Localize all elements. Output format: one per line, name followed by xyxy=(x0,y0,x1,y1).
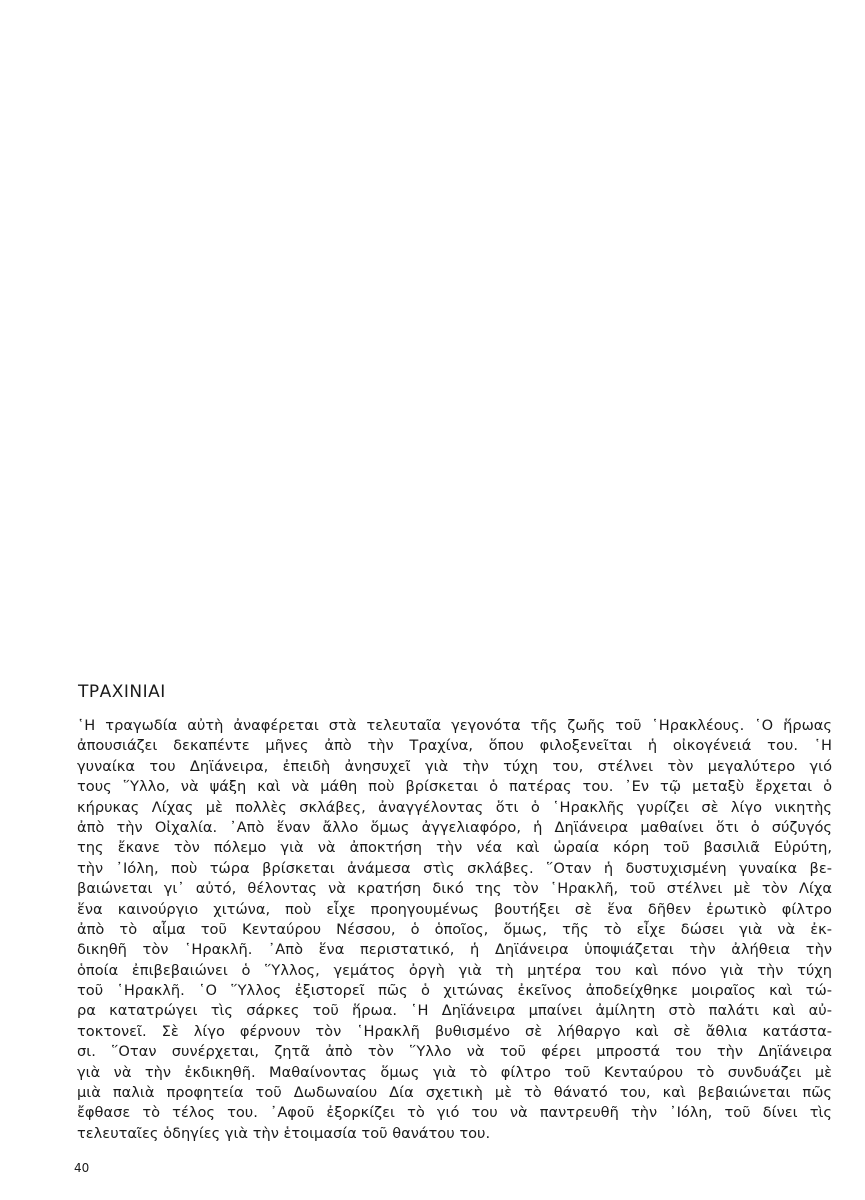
text-line: σι. ῞Οταν συνέρχεται, ζητᾶ ἀπὸ τὸν ῞Υλλο νὰ τοῦ φέρει μπροστά του τὴν Δηϊάνειρα xyxy=(77,1043,832,1061)
text-line: ἕνα καινούργιο χιτώνα, ποὺ εἶχε προηγουμένως βουτήξει σὲ ἕνα δῆθεν ἐρωτικὸ φίλτρο xyxy=(77,900,832,918)
text-line: της ἔκανε τὸν πόλεμο γιὰ νὰ ἀποκτήση τὴν νέα καὶ ὡραία κόρη τοῦ βασιλιᾶ Εὐρύτη, xyxy=(77,839,832,857)
text-line: ὁποία ἐπιβεβαιώνει ὁ ῞Υλλος, γεμάτος ὀργὴ γιὰ τὴ μητέρα του καὶ πόνο γιὰ τὴν τύχη xyxy=(77,961,832,979)
text-line: ἀπὸ τὴν Οἰχαλία. ᾿Απὸ ἕναν ἄλλο ὅμως ἀγγελιαφόρο, ἡ Δηϊάνειρα μαθαίνει ὅτι ὁ σύζυγός xyxy=(77,818,832,836)
text-line: μιὰ παλιὰ προφητεία τοῦ Δωδωναίου Δία σχετικὴ μὲ τὸ θάνατό του, καὶ βεβαιώνεται πῶς xyxy=(77,1084,832,1102)
section-title: ΤΡΑΧΙΝΙΑΙ xyxy=(78,682,166,702)
text-line: ῾Η τραγωδία αὐτὴ ἀναφέρεται στὰ τελευταῖα γεγονότα τῆς ζωῆς τοῦ ῾Ηρακλέους. ῾Ο ἥρωας xyxy=(77,717,832,734)
body-text xyxy=(77,716,832,1144)
text-line: γυναίκα του Δηϊάνειρα, ἐπειδὴ ἀνησυχεῖ γιὰ τὴν τύχη του, στέλνει τὸν μεγαλύτερο γιό xyxy=(77,757,832,775)
text-line: τοῦ ῾Ηρακλῆ. ῾Ο ῞Υλλος ἐξιστορεῖ πῶς ὁ χιτώνας ἐκεῖνος ἀποδείχθηκε μοιραῖος καὶ τώ- xyxy=(77,982,832,1000)
page-number: 40 xyxy=(74,1161,90,1175)
text-line: ρα κατατρώγει τὶς σάρκες τοῦ ἥρωα. ῾Η Δηϊάνειρα μπαίνει ἀμίλητη στὸ παλάτι καὶ αὐ- xyxy=(77,1002,832,1020)
text-line: τοκτονεῖ. Σὲ λίγο φέρνουν τὸν ῾Ηρακλῆ βυθισμένο σὲ λήθαργο καὶ σὲ ἄθλια κατάστα- xyxy=(77,1022,832,1040)
text-line: ἔφθασε τὸ τέλος του. ᾿Αφοῦ ἐξορκίζει τὸ γιό του νὰ παντρευθῆ τὴν ᾿Ιόλη, τοῦ δίνει τὶς xyxy=(77,1104,832,1122)
text-line: ἀπὸ τὸ αἷμα τοῦ Κενταύρου Νέσσου, ὁ ὁποῖος, ὅμως, τῆς τὸ εἶχε δώσει γιὰ νὰ ἐκ- xyxy=(77,920,832,938)
text-line: ἀπουσιάζει δεκαπέντε μῆνες ἀπὸ τὴν Τραχίνα, ὅπου φιλοξενεῖται ἡ οἰκογένειά του. ῾Η xyxy=(77,737,832,755)
text-line: τελευταῖες ὁδηγίες γιὰ τὴν ἑτοιμασία τοῦ θανάτου του. xyxy=(77,1124,491,1142)
text-line: τους ῞Υλλο, νὰ ψάξη καὶ νὰ μάθη ποὺ βρίσκεται ὁ πατέρας του. ᾿Εν τῷ μεταξὺ ἔρχεται ὁ xyxy=(77,778,832,796)
text-line: δικηθῆ τὸν ῾Ηρακλῆ. ᾿Απὸ ἕνα περιστατικό, ἡ Δηϊάνειρα ὑποψιάζεται τὴν ἀλήθεια τὴν xyxy=(77,941,832,959)
text-line: γιὰ νὰ τὴν ἐκδικηθῆ. Μαθαίνοντας ὅμως γιὰ τὸ φίλτρο τοῦ Κενταύρου τὸ συνδυάζει μὲ xyxy=(77,1063,832,1081)
text-line: βαιώνεται γι᾿ αὐτό, θέλοντας νὰ κρατήση δικό της τὸν ῾Ηρακλῆ, τοῦ στέλνει μὲ τὸν Λίχα xyxy=(77,880,832,898)
text-line: τὴν ᾿Ιόλη, ποὺ τώρα βρίσκεται ἀνάμεσα στὶς σκλάβες. ῞Οταν ἡ δυστυχισμένη γυναίκα βε- xyxy=(77,859,832,877)
text-line: κήρυκας Λίχας μὲ πολλὲς σκλάβες, ἀναγγέλοντας ὅτι ὁ ῾Ηρακλῆς γυρίζει σὲ λίγο νικητὴς xyxy=(77,798,832,816)
